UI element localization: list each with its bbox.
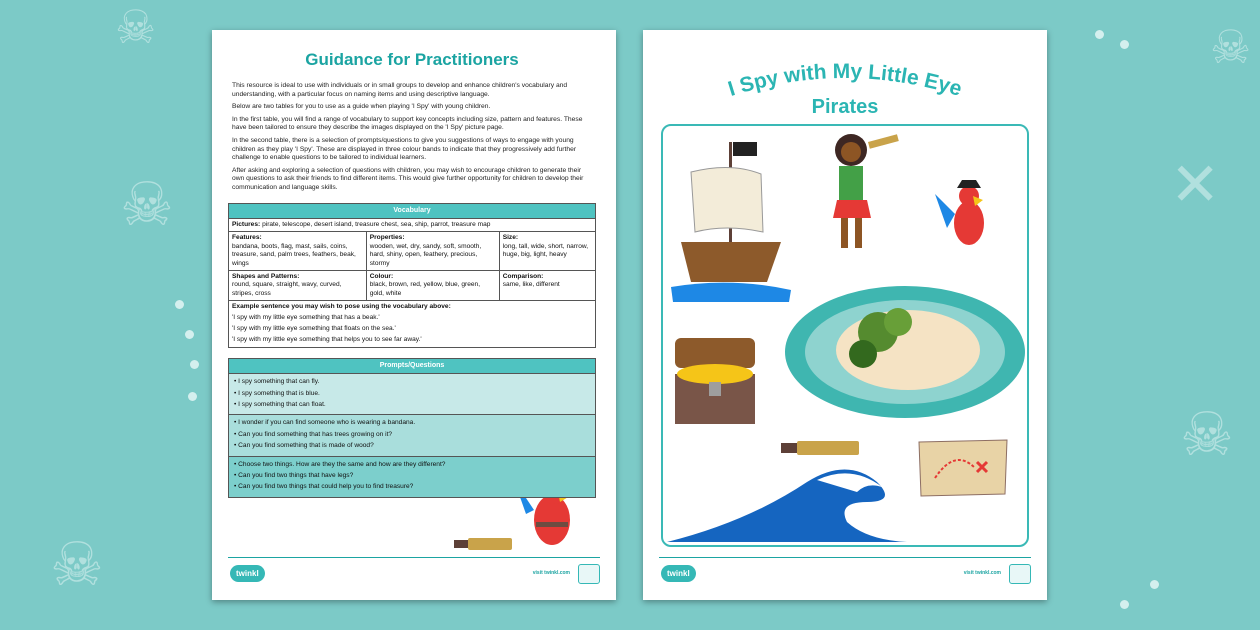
prompt-band-2: • I wonder if you can find someone who is wearing a bandana. • Can you find something that has trees growing on it? • Can you find something that is made of wood? [229, 415, 596, 456]
quality-badge-icon [1009, 564, 1031, 584]
examples-cell: Example sentence you may wish to pose using the vocabulary above: 'I spy with my little eye something that has a beak.' 'I spy with my little eye something that floats on the sea.' 'I spy with my little eye something that helps you to see far away.' [229, 301, 596, 348]
desert-island-illustration [783, 282, 1028, 422]
paragraph: This resource is ideal to use with individuals or in small groups to develop and enhance children's vocabulary and understanding, with a particular focus on naming items and using descriptive language. [232, 82, 568, 98]
skull-icon: ☠ [1210, 21, 1252, 73]
vocab-cell: Comparison: same, like, different [499, 270, 595, 300]
parrot-illustration [931, 178, 1001, 258]
paragraph: In the second table, there is a selection of prompts/questions to give you suggestions of ways to engage with young children as they play 'I Spy'. These are displayed in three colour bands to indicate that they progressively add further challenge to enable questions to be tailored to individual learners. [232, 136, 577, 162]
vocab-cell: Features: bandana, boots, flag, mast, sails, coins, treasure, sand, palm trees, feathers, beak, wings [229, 232, 367, 271]
telescope-illustration [781, 438, 861, 458]
prompts-table [228, 358, 596, 498]
skull-icon: ☠ [1180, 401, 1234, 468]
table-header: Prompts/Questions [229, 358, 596, 373]
guidance-content [228, 50, 596, 498]
footer-divider [228, 557, 600, 558]
page-subtitle: Pirates [811, 96, 879, 118]
skull-icon: ☠ [120, 171, 174, 238]
cross-icon: ✕ [1170, 151, 1221, 218]
page-title: Guidance for Practitioners [305, 50, 519, 69]
treasure-map-illustration [915, 438, 1011, 498]
visit-link[interactable]: visit twinkl.com [963, 570, 1001, 576]
svg-text:I Spy with My Little Eye: I Spy with My Little Eye [725, 59, 965, 101]
twinkl-logo[interactable]: twinkl [661, 565, 696, 582]
vocab-cell: Colour: black, brown, red, yellow, blue, green, gold, white [366, 270, 499, 300]
paragraph: After asking and exploring a selection of questions with children, you may wish to encourage children to generate their own questions to ask their friends to find different items. This would give further opportunity for children to develop their communication and language skills. [232, 166, 584, 191]
treasure-chest-illustration [669, 330, 769, 430]
vocab-cell: Size: long, tall, wide, short, narrow, huge, big, light, heavy [499, 232, 595, 271]
guidance-page [212, 30, 616, 600]
footer-divider [659, 557, 1031, 558]
vocabulary-table [228, 203, 596, 348]
table-header: Vocabulary [229, 203, 596, 218]
intro-text [228, 82, 596, 197]
telescope-illustration [454, 536, 514, 552]
quality-badge-icon [578, 564, 600, 584]
twinkl-logo[interactable]: twinkl [230, 565, 265, 582]
paragraph: In the first table, you will find a range of vocabulary to support key concepts including size, pattern and features. These have been tailored to ensure they describe the images displayed on the 'I Spy' picture page. [232, 115, 583, 132]
vocab-cell: Properties: wooden, wet, dry, sandy, soft, smooth, hard, shiny, open, feathery, precious, stormy [366, 232, 499, 271]
pirate-illustration [813, 128, 903, 258]
visit-link[interactable]: visit twinkl.com [532, 570, 570, 576]
prompt-band-1: • I spy something that can fly. • I spy something that is blue. • I spy something that can float. [229, 374, 596, 415]
prompt-band-3: • Choose two things. How are they the same and how are they different? • Can you find two things that have legs? • Can you find two things that could help you to find treasure? [229, 456, 596, 497]
skull-icon: ☠ [115, 1, 157, 53]
skull-icon: ☠ [50, 531, 104, 598]
picture-frame [661, 124, 1029, 547]
vocab-cell: Shapes and Patterns: round, square, straight, wavy, curved, stripes, cross [229, 270, 367, 300]
ship-illustration [671, 132, 791, 302]
paragraph: Below are two tables for you to use as a guide when playing 'I Spy' with young children. [232, 103, 491, 111]
pictures-row: Pictures: pirate, telescope, desert island, treasure chest, sea, ship, parrot, treasure map [229, 218, 596, 231]
sea-wave-illustration [667, 462, 907, 542]
picture-page [643, 30, 1047, 600]
